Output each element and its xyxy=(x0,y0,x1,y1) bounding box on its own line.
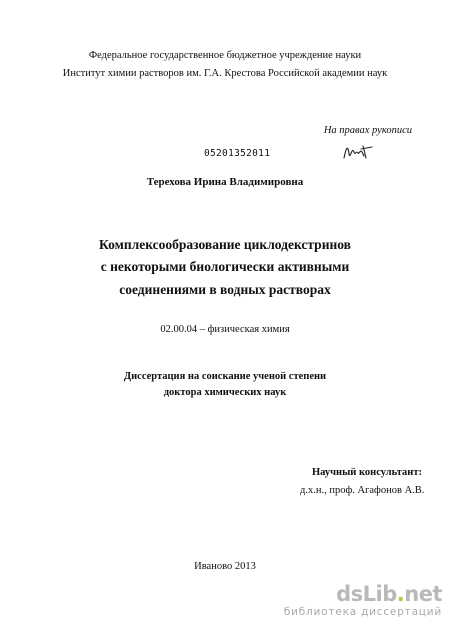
advisor-name: д.х.н., проф. Агафонов А.В. xyxy=(300,485,425,496)
institution-line-2: Институт химии растворов им. Г.А. Крестова Российской академии наук xyxy=(62,68,388,79)
author-name: Терехова Ирина Владимировна xyxy=(146,176,304,188)
title-line-1: Комплексообразование циклодекстринов xyxy=(99,237,351,252)
handwritten-signature xyxy=(342,140,374,162)
manuscript-rights-note: На правах рукописи xyxy=(323,125,412,136)
city-year: Иваново 2013 xyxy=(194,561,256,572)
institution-line-1: Федеральное государственное бюджетное учреждение науки xyxy=(88,50,362,61)
degree-line-1: Диссертация на соискание ученой степени xyxy=(123,371,327,382)
dslib-logo: dsLib.net xyxy=(336,582,442,606)
dslib-watermark[interactable] xyxy=(284,583,442,618)
title-line-2: с некоторыми биологически активными xyxy=(100,259,350,274)
registry-code: 05201352011 xyxy=(204,148,271,159)
specialty-code: 02.00.04 – физическая химия xyxy=(160,324,290,335)
degree-line-2: доктора химических наук xyxy=(163,387,287,398)
title-line-3: соединениями в водных растворах xyxy=(119,282,331,297)
advisor-label: Научный консультант: xyxy=(312,467,422,478)
dslib-subtitle: библиотека диссертаций xyxy=(283,606,442,618)
